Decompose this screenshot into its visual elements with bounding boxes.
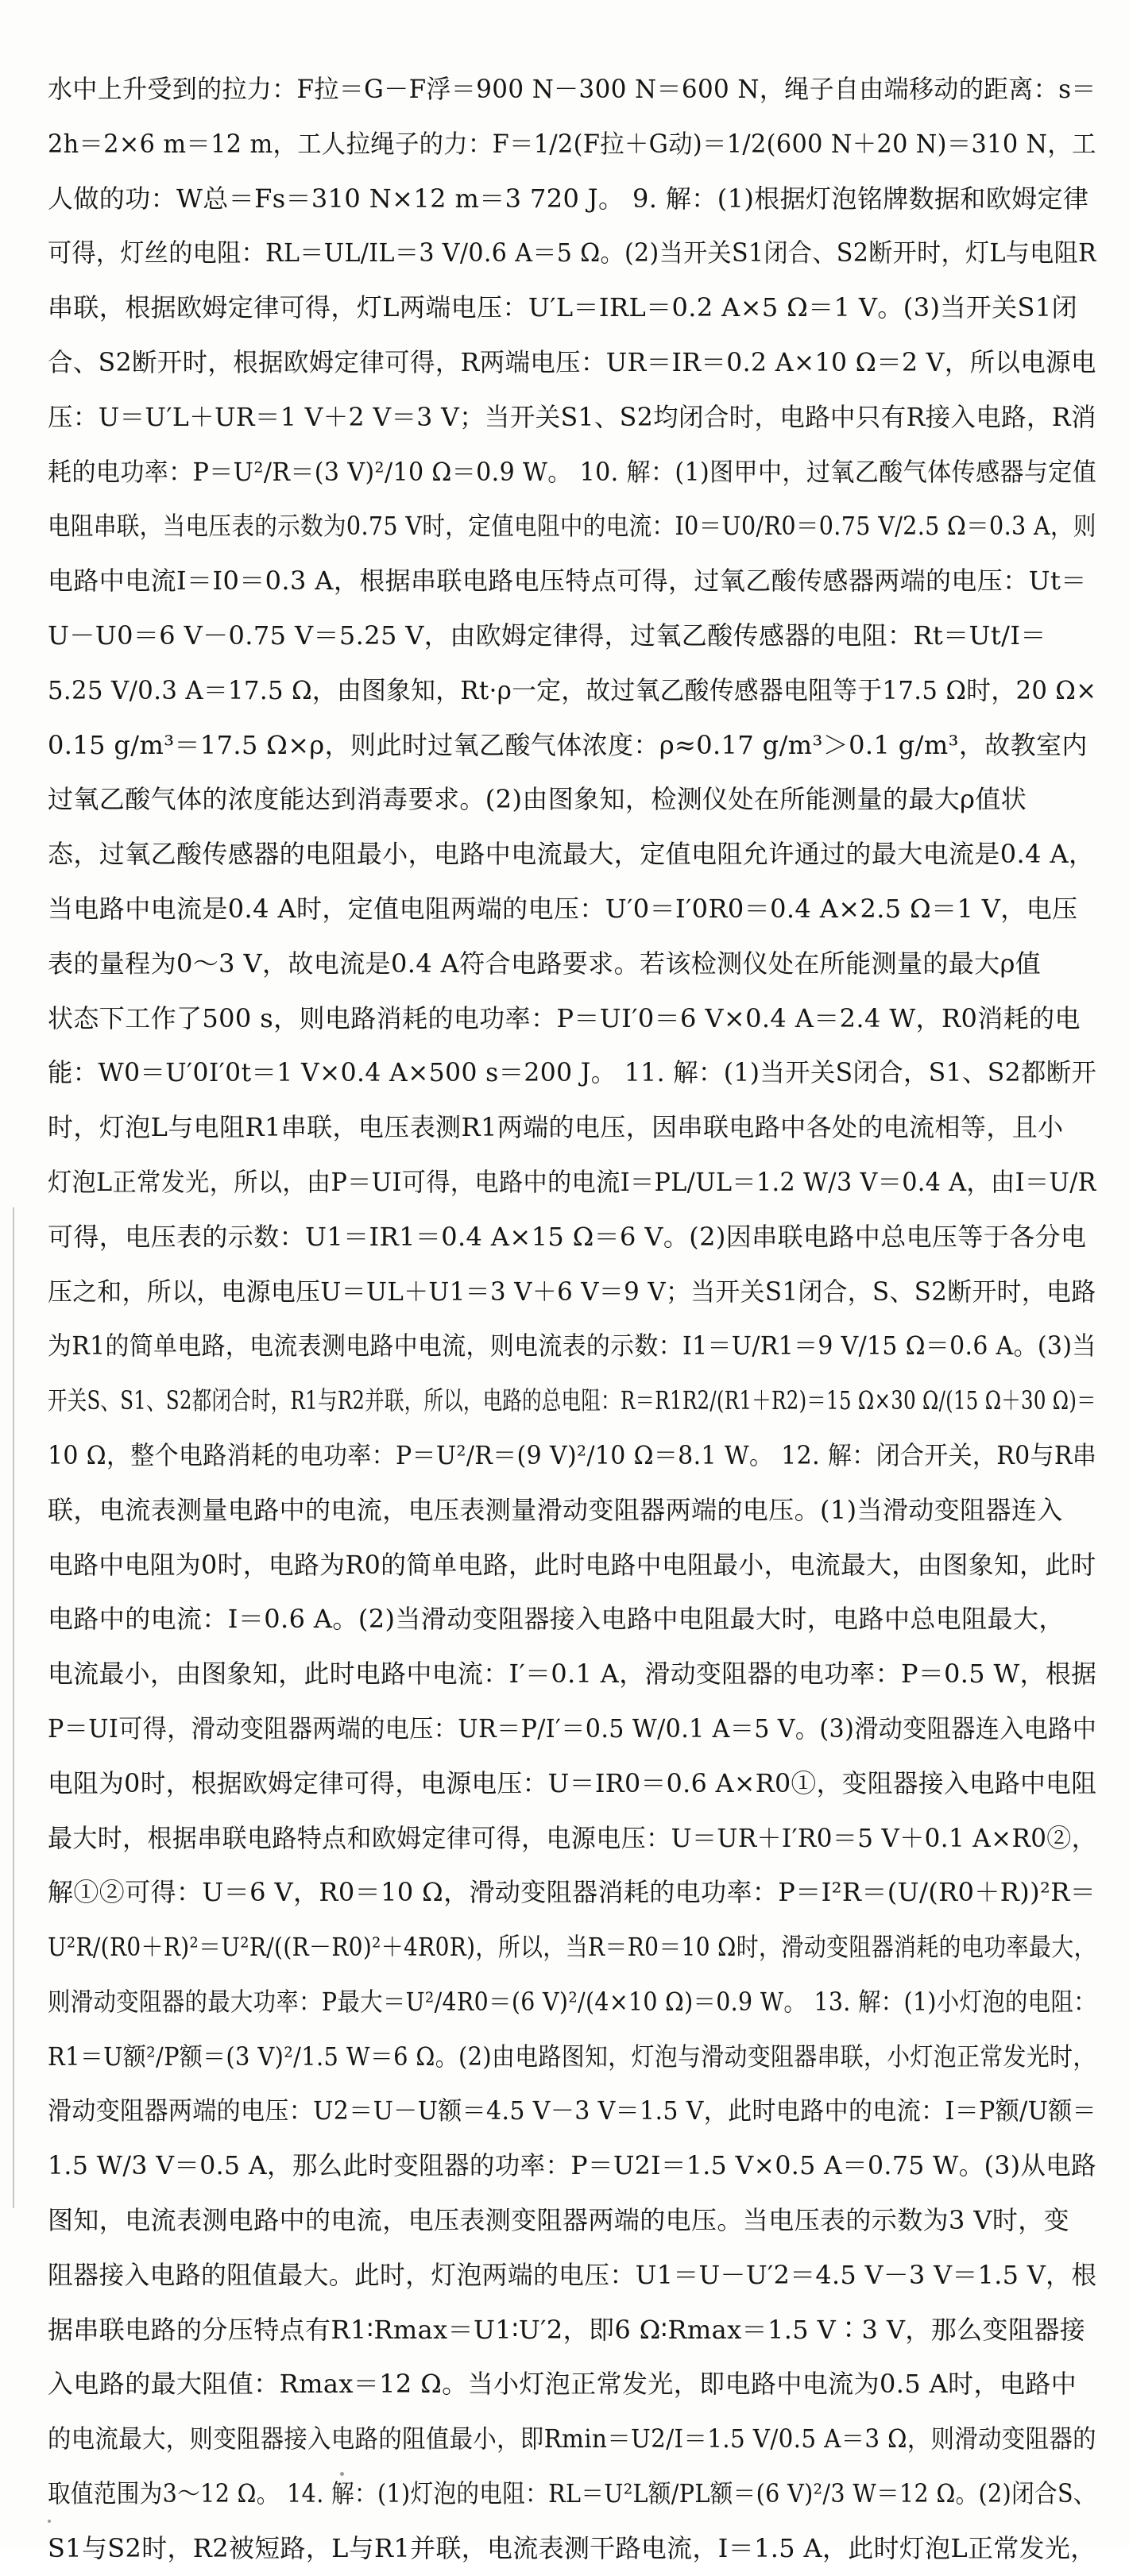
text-line: 压之和，所以，电源电压U＝UL＋U1＝3 V＋6 V＝9 V；当开关S1闭合，S、S2断开时，电路 [48,1276,1096,1307]
text-line: 压：U＝U′L＋UR＝1 V＋2 V＝3 V；当开关S1、S2均闭合时，电路中只有R接入电路，R消 [48,401,1096,432]
text-line: 1.5 W/3 V＝0.5 A，那么此时变阻器的功率：P＝U2I＝1.5 V×0.5 A＝0.75 W。(3)从电路 [48,2150,1096,2181]
solution-text-block [48,62,1096,2576]
text-line: 最大时，根据串联电路特点和欧姆定律可得，电源电压：U＝UR＋I′R0＝5 V＋0.1 A×R0②， [48,1822,1096,1853]
text-line: 联，电流表测量电路中的电流，电压表测量滑动变阻器两端的电压。(1)当滑动变阻器连入 [48,1494,1063,1525]
text-line: 解①②可得：U＝6 V，R0＝10 Ω，滑动变阻器消耗的电功率：P＝I²R＝(U/(R0＋R))²R＝ [48,1877,1096,1908]
text-line: 电阻为0时，根据欧姆定律可得，电源电压：U＝IR0＝0.6 A×R0①，变阻器接入电路中电阻 [48,1767,1096,1798]
text-line: U²R/(R0＋R)²＝U²R/((R－R0)²＋4R0R)，所以，当R＝R0＝10 Ω时，滑动变阻器消耗的电功率最大， [48,1932,1096,1963]
text-line: 过氧乙酸气体的浓度能达到消毒要求。(2)由图象知，检测仪处在所能测量的最大ρ值状 [48,784,1027,815]
text-line: 电路中电阻为0时，电路为R0的简单电路，此时电路中电阻最小，电流最大，由图象知，此时 [48,1549,1096,1580]
text-line: 耗的电功率：P＝U²/R＝(3 V)²/10 Ω＝0.9 W。 10. 解：(1)图甲中，过氧乙酸气体传感器与定值 [48,456,1096,487]
text-line: 10 Ω，整个电路消耗的电功率：P＝U²/R＝(9 V)²/10 Ω＝8.1 W。 12. 解：闭合开关，R0与R串 [48,1439,1096,1470]
text-line: 阻器接入电路的阻值最大。此时，灯泡两端的电压：U1＝U－U′2＝4.5 V－3 V＝1.5 V，根 [48,2259,1096,2290]
text-line: 水中上升受到的拉力：F拉＝G－F浮＝900 N－300 N＝600 N，绳子自由端移动的距离：s＝ [48,74,1096,104]
text-line: 滑动变阻器两端的电压：U2＝U－U额＝4.5 V－3 V＝1.5 V，此时电路中的电流：I＝P额/U额＝ [48,2095,1096,2126]
page-margin-line [13,1207,14,2208]
text-line: 可得，电压表的示数：U1＝IR1＝0.4 A×15 Ω＝6 V。(2)因串联电路中总电压等于各分电 [48,1221,1087,1252]
text-line: R1＝U额²/P额＝(3 V)²/1.5 W＝6 Ω。(2)由电路图知，灯泡与滑动变阻器串联，小灯泡正常发光时， [48,2041,1096,2072]
text-line: 合、S2断开时，根据欧姆定律可得，R两端电压：UR＝IR＝0.2 A×10 Ω＝2 V，所以电源电 [48,346,1096,377]
text-line: 的电流最大，则变阻器接入电路的阻值最小，即Rmin＝U2/I＝1.5 V/0.5 A＝3 Ω，则滑动变阻器的 [48,2423,1096,2454]
text-line: 为R1的简单电路，电流表测电路中电流，则电流表的示数：I1＝U/R1＝9 V/15 Ω＝0.6 A。(3)当 [48,1330,1096,1361]
text-line: 时，灯泡L与电阻R1串联，电压表测R1两端的电压，因串联电路中各处的电流相等，且小 [48,1112,1064,1143]
text-line: 状态下工作了500 s，则电路消耗的电功率：P＝UI′0＝6 V×0.4 A＝2.4 W，R0消耗的电 [48,1002,1081,1033]
text-line: 0.15 g/m³＝17.5 Ω×ρ，则此时过氧乙酸气体浓度：ρ≈0.17 g/m³＞0.1 g/m³，故教室内 [48,729,1088,760]
text-line: 态，过氧乙酸传感器的电阻最小，电路中电流最大，定值电阻允许通过的最大电流是0.4 A， [48,839,1095,870]
text-line: 取值范围为3～12 Ω。 14. 解：(1)灯泡的电阻：RL＝U²L额/PL额＝(6 V)²/3 W＝12 Ω。(2)闭合S、 [48,2478,1096,2509]
text-line: 串联，根据欧姆定律可得，灯L两端电压：U′L＝IRL＝0.2 A×5 Ω＝1 V。(3)当开关S1闭 [48,292,1078,323]
text-line: 当电路中电流是0.4 A时，定值电阻两端的电压：U′0＝I′0R0＝0.4 A×2.5 Ω＝1 V，电压 [48,893,1078,924]
text-line: 2h＝2×6 m＝12 m，工人拉绳子的力：F＝1/2(F拉＋G动)＝1/2(600 N＋20 N)＝310 N，工 [48,128,1096,159]
text-line: 据串联电路的分压特点有R1∶Rmax＝U1∶U′2，即6 Ω∶Rmax＝1.5 V∶3 V，那么变阻器接 [48,2314,1086,2345]
text-line: 图知，电流表测电路中的电流，电压表测变阻器两端的电压。当电压表的示数为3 V时，变 [48,2205,1070,2236]
text-line: P＝UI可得，滑动变阻器两端的电压：UR＝P/I′＝0.5 W/0.1 A＝5 V。(3)滑动变阻器连入电路中 [48,1713,1096,1744]
text-line: 可得，灯丝的电阻：RL＝UL/IL＝3 V/0.6 A＝5 Ω。(2)当开关S1闭合、S2断开时，灯L与电阻R [48,238,1096,268]
text-line: 表的量程为0～3 V，故电流是0.4 A符合电路要求。若该检测仪处在所能测量的最大ρ值 [48,948,1042,979]
text-line: 电路中的电流：I＝0.6 A。(2)当滑动变阻器接入电路中电阻最大时，电路中总电阻最大， [48,1604,1065,1635]
text-line: S1与S2时，R2被短路，L与R1并联，电流表测干路电流，I＝1.5 A，此时灯泡L正常发光， [48,2532,1096,2563]
text-line: 人做的功：W总＝Fs＝310 N×12 m＝3 720 J。 9. 解：(1)根据灯泡铭牌数据和欧姆定律 [48,183,1089,214]
text-line: U－U0＝6 V－0.75 V＝5.25 V，由欧姆定律得，过氧乙酸传感器的电阻：Rt＝Ut/I＝ [48,620,1046,651]
text-line: 灯泡L正常发光，所以，由P＝UI可得，电路中的电流I＝PL/UL＝1.2 W/3 V＝0.4 A，由I＝U/R [48,1166,1096,1197]
text-line: 5.25 V/0.3 A＝17.5 Ω，由图象知，Rt·ρ一定，故过氧乙酸传感器电阻等于17.5 Ω时，20 Ω× [48,674,1096,705]
scan-speck [340,2472,344,2476]
text-line: 开关S、S1、S2都闭合时，R1与R2并联，所以，电路的总电阻：R＝R1R2/(R1＋R2)＝15 Ω×30 Ω/(15 Ω＋30 Ω)＝ [48,1385,1096,1416]
text-line: 能：W0＝U′0I′0t＝1 V×0.4 A×500 s＝200 J。 11. 解：(1)当开关S闭合，S1、S2都断开 [48,1057,1096,1088]
text-line: 则滑动变阻器的最大功率：P最大＝U²/4R0＝(6 V)²/(4×10 Ω)＝0.9 W。 13. 解：(1)小灯泡的电阻： [48,1986,1096,2017]
text-line: 电阻串联，当电压表的示数为0.75 V时，定值电阻中的电流：I0＝U0/R0＝0.75 V/2.5 Ω＝0.3 A，则 [48,511,1096,542]
text-line: 电路中电流I＝I0＝0.3 A，根据串联电路电压特点可得，过氧乙酸传感器两端的电压：Ut＝ [48,566,1087,597]
text-line: 入电路的最大阻值：Rmax＝12 Ω。当小灯泡正常发光，即电路中电流为0.5 A时，电路中 [48,2369,1077,2400]
text-line: 电流最小，由图象知，此时电路中电流：I′＝0.1 A，滑动变阻器的电功率：P＝0.5 W，根据 [48,1659,1096,1690]
scan-speck [48,2520,51,2523]
